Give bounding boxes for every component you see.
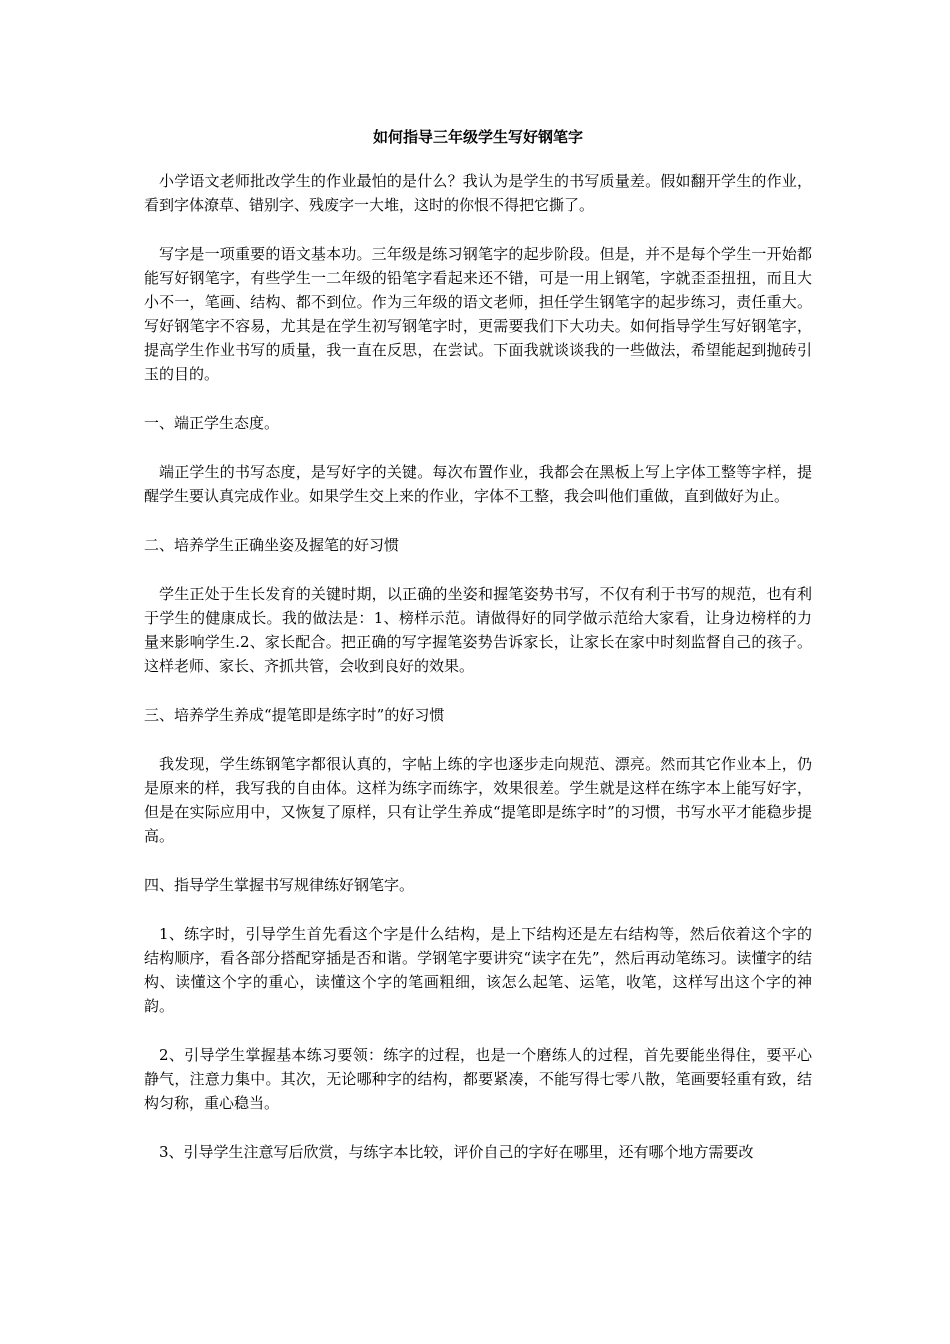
paragraph-section-4-item-2: 2、引导学生掌握基本练习要领：练字的过程，也是一个磨练人的过程，首先要能坐得住，要平心静气，注意力集中。其次，无论哪种字的结构，都要紧凑，不能写得七零八散，笔画要轻重有致，结构匀称，重心稳当。 [144, 1046, 812, 1112]
section-heading-3: 三、培养学生养成“提笔即是练字时”的好习惯 [144, 706, 445, 724]
section-heading-1: 一、端正学生态度。 [144, 414, 280, 432]
paragraph-section-3: 我发现，学生练钢笔字都很认真的，字帖上练的字也逐步走向规范、漂亮。然而其它作业本上，仍是原来的样，我写我的自由体。这样为练字而练字，效果很差。学生就是这样在练字本上能写好字，但是在实际应用中，又恢复了原样，只有让学生养成“提笔即是练字时”的习惯，书写水平才能稳步提高。 [144, 755, 812, 845]
section-heading-2: 二、培养学生正确坐姿及握笔的好习惯 [144, 536, 400, 554]
paragraph-section-1: 端正学生的书写态度，是写好字的关键。每次布置作业，我都会在黑板上写上字体工整等字样，提醒学生要认真完成作业。如果学生交上来的作业，字体不工整，我会叫他们重做，直到做好为止。 [144, 463, 812, 505]
paragraph-section-2: 学生正处于生长发育的关键时期，以正确的坐姿和握笔姿势书写，不仅有利于书写的规范，也有利于学生的健康成长。我的做法是：1、榜样示范。请做得好的同学做示范给大家看，让身边榜样的力量来影响学生.2、家长配合。把正确的写字握笔姿势告诉家长，让家长在家中时刻监督自己的孩子。这样老师、家长、齐抓共管，会收到良好的效果。 [144, 585, 812, 675]
document-title: 如何指导三年级学生写好钢笔字 [372, 128, 583, 146]
paragraph-background: 写字是一项重要的语文基本功。三年级是练习钢笔字的起步阶段。但是，并不是每个学生一开始都能写好钢笔字，有些学生一二年级的铅笔字看起来还不错，可是一用上钢笔，字就歪歪扭扭，而且大小不一，笔画、结构、都不到位。作为三年级的语文老师，担任学生钢笔字的起步练习，责任重大。写好钢笔字不容易，尤其是在学生初写钢笔字时，更需要我们下大功夫。如何指导学生写好钢笔字，提高学生作业书写的质量，我一直在反思，在尝试。下面我就谈谈我的一些做法，希望能起到抛砖引玉的目的。 [144, 245, 812, 383]
paragraph-intro: 小学语文老师批改学生的作业最怕的是什么？我认为是学生的书写质量差。假如翻开学生的作业，看到字体潦草、错别字、残废字一大堆，这时的你恨不得把它撕了。 [144, 172, 812, 214]
paragraph-section-4-item-3: 3、引导学生注意写后欣赏，与练字本比较，评价自己的字好在哪里，还有哪个地方需要改 [159, 1143, 754, 1161]
document-page [144, 126, 812, 1189]
section-heading-4: 四、指导学生掌握书写规律练好钢笔字。 [144, 876, 415, 894]
paragraph-section-4-item-1: 1、练字时，引导学生首先看这个字是什么结构，是上下结构还是左右结构等，然后依着这个字的结构顺序，看各部分搭配穿插是否和谐。学钢笔字要讲究“读字在先”，然后再动笔练习。读懂字的结构、读懂这个字的重心，读懂这个字的笔画粗细，该怎么起笔、运笔，收笔，这样写出这个字的神韵。 [144, 925, 812, 1015]
